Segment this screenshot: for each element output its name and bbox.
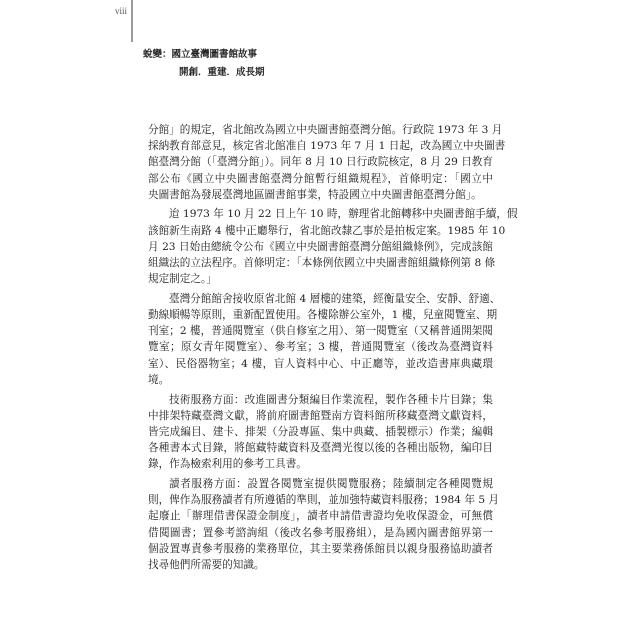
header-rule: [131, 0, 133, 42]
paragraph: [148, 291, 501, 388]
text-line: 動線順暢等原則，重新配置使用。各樓除辦公室外，1 樓，兒童閱覽室、期: [148, 309, 498, 322]
text-line: 讀者服務方面：設置各閱覽室提供閱覽服務；陸續制定各種閱覽規: [169, 477, 493, 490]
text-line: 室）、民俗器物室；4 樓，盲人資料中心、中正廳等，並改造書庫典藏環: [148, 357, 493, 370]
text-line: 個設置專責參考服務的業務單位，其主要業務係館員以親身服務協助讀者: [148, 542, 493, 555]
running-title: 蛻變：國立臺灣圖書館故事: [143, 49, 258, 60]
text-line: 央圖書館為發展臺灣地區圖書館事業，特設國立中央圖書館臺灣分館」。: [148, 188, 482, 201]
text-line: 館臺灣分館（「臺灣分館」）。同年 8 月 10 日行政院核定，8 月 29 日教育: [148, 156, 493, 169]
text-line: 皆完成編目、建卡、排架（分設專區、集中典藏、插製標示）作業；編輯: [148, 425, 493, 438]
text-line: 覽室；原女青年閱覽室）、參考室；3 樓，普通閱覽室（後改為臺灣資料: [148, 341, 493, 354]
text-line: 部公布《國立中央圖書館臺灣分館暫行組織規程》，首條明定：「國立中: [148, 172, 493, 185]
text-line: 採納教育部意見，核定省北館准自 1973 年 7 月 1 日起，改為國立中央圖書: [148, 140, 506, 153]
paragraph: [148, 392, 493, 473]
text-line: 借閱圖書；置參考諮詢組（後改名參考服務組），是為國內圖書館界第一: [148, 526, 493, 539]
body-text: [148, 122, 518, 573]
text-line: 月 23 日始由總統令公布《國立中央圖書館臺灣分館組織條例》，完成該館: [148, 240, 493, 253]
text-line: 起廢止「辦理借書保證金制度」，讀者申請借書證均免收保證金，可無償: [148, 510, 493, 523]
text-line: 該館新生南路 4 樓中正廳舉行，省北館改隸乙事於是拍板定案。1985 年 10: [148, 224, 506, 237]
running-subtitle: 開創．重建．成長期: [179, 67, 265, 78]
text-line: 找尋他們所需要的知識。: [148, 558, 265, 571]
text-line: 技術服務方面：改進圖書分類編目作業流程，製作各種卡片目錄；集: [169, 393, 493, 406]
text-line: 規定制定之。」: [148, 273, 217, 286]
text-line: 則，俾作為服務讀者有所遵循的準則，並加強特藏資料服務；1984 年 5 月: [148, 494, 500, 507]
text-line: 組織法的立法程序。首條明定：「本條例依國立中央圖書館組織條例第 8 條: [148, 257, 496, 269]
paragraph: [148, 476, 500, 573]
page-number: viii: [115, 6, 128, 16]
paragraph: [148, 206, 518, 287]
text-line: 刊室；2 樓，普通閱覽室（供自修室之用）、第一閱覽室（又稱普通開架閱: [148, 325, 493, 338]
paragraph: [148, 122, 506, 203]
text-line: 錄，作為檢索利用的參考工具書。: [148, 458, 307, 471]
text-line: 各種書本式目錄，將館藏特藏資料及臺灣光復以後的各種出版物，編印目: [148, 442, 493, 455]
text-line: 臺灣分館館舍接收原省北館 4 層樓的建築，經衡量安全、安靜、舒適、: [169, 292, 501, 305]
text-line: 迨 1973 年 10 月 22 日上午 10 時，辦理省北館轉移中央圖書館手續，假: [169, 208, 518, 221]
text-line: 分館」的規定，省北館改為國立中央圖書館臺灣分館。行政院 1973 年 3 月: [148, 124, 503, 136]
text-line: 境。: [148, 373, 170, 386]
text-line: 中排架特藏臺灣文獻，將前府圖書館暨南方資料館所移藏臺灣文獻資料，: [148, 409, 493, 422]
